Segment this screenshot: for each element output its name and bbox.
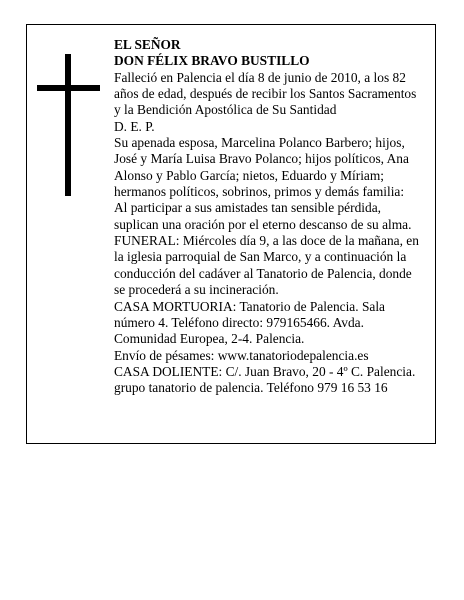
prayer-request: Al participar a sus amistades tan sensible pérdida, suplican una oración por el eterno descanso de su alma. [114, 200, 412, 232]
deceased-name: DON FÉLIX BRAVO BUSTILLO [114, 53, 310, 69]
obituary-text [114, 37, 424, 397]
family-list: Su apenada esposa, Marcelina Polanco Barbero; hijos, José y María Luisa Bravo Polanco; hijos políticos, Ana Alonso y Pablo García; nietos, Eduardo y Míriam; hermanos políticos, sobrinos, primos y demás familia: [114, 135, 409, 200]
funeral-home-contact: grupo tanatorio de palencia. Teléfono 979 16 53 16 [114, 380, 388, 396]
rest-in-peace: D. E. P. [114, 118, 155, 134]
notice-heading: EL SEÑOR [114, 37, 181, 52]
cross-vertical-bar [65, 54, 71, 196]
funeral-details: FUNERAL: Miércoles día 9, a las doce de la mañana, en la iglesia parroquial de San Marco, y a continuación la conducción del cadáver al Tanatorio de Palencia, donde se procederá a su incineración. [114, 233, 419, 298]
cross-horizontal-bar [37, 85, 100, 91]
mortuary-details: CASA MORTUORIA: Tanatorio de Palencia. Sala número 4. Teléfono directo: 979165466. Avda. Comunidad Europea, 2-4. Palencia. [114, 298, 385, 347]
death-announcement: Falleció en Palencia el día 8 de junio de 2010, a los 82 años de edad, después de recibir los Santos Sacramentos y la Bendición Apostólica de Su Santidad [114, 69, 417, 118]
condolences-website: Envío de pésames: www.tanatoriodepalencia.es [114, 347, 369, 363]
family-home-address: CASA DOLIENTE: C/. Juan Bravo, 20 - 4º C. Palencia. [114, 363, 416, 379]
